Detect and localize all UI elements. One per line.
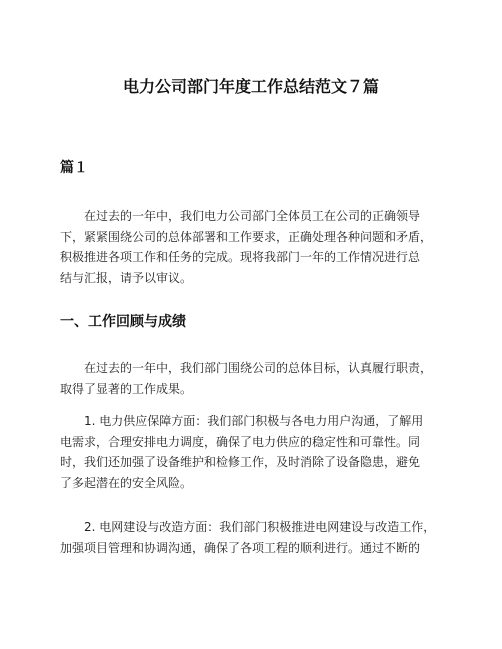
item-paragraph bbox=[60, 517, 450, 558]
item-paragraph bbox=[60, 411, 450, 494]
intro-paragraph bbox=[60, 206, 450, 289]
review-paragraph bbox=[60, 358, 450, 399]
text-line: 在过去的一年中，我们电力公司部门全体员工在公司的正确领导 bbox=[60, 209, 421, 223]
text-line: 2. 电网建设与改造方面：我们部门积极推进电网建设与改造工作， bbox=[60, 520, 436, 534]
text-line: 了多起潜在的安全风险。 bbox=[60, 476, 193, 491]
text-line: 下，紧紧围绕公司的总体部署和工作要求，正确处理各种问题和矛盾， bbox=[60, 229, 433, 244]
subheading: 一、工作回顾与成绩 bbox=[60, 314, 186, 330]
text-line: 在过去的一年中，我们部门围绕公司的总体目标，认真履行职责， bbox=[60, 361, 433, 375]
text-line: 取得了显著的工作成果。 bbox=[60, 381, 193, 396]
text-line: 电需求，合理安排电力调度，确保了电力供应的稳定性和可靠性。同 bbox=[60, 434, 421, 449]
text-line: 时，我们还加强了设备维护和检修工作，及时消除了设备隐患，避免 bbox=[60, 455, 421, 470]
text-line: 加强项目管理和协调沟通，确保了各项工程的顺利进行。通过不断的 bbox=[60, 540, 421, 555]
text-line: 1. 电力供应保障方面：我们部门积极与各电力用户沟通，了解用 bbox=[60, 414, 424, 428]
section-heading: 篇１ bbox=[60, 160, 88, 176]
text-line: 结与汇报，请予以审议。 bbox=[60, 271, 193, 286]
text-line: 积极推进各项工作和任务的完成。现将我部门一年的工作情况进行总 bbox=[60, 250, 421, 265]
document-title: 电力公司部门年度工作总结范文７篇 bbox=[122, 77, 379, 96]
